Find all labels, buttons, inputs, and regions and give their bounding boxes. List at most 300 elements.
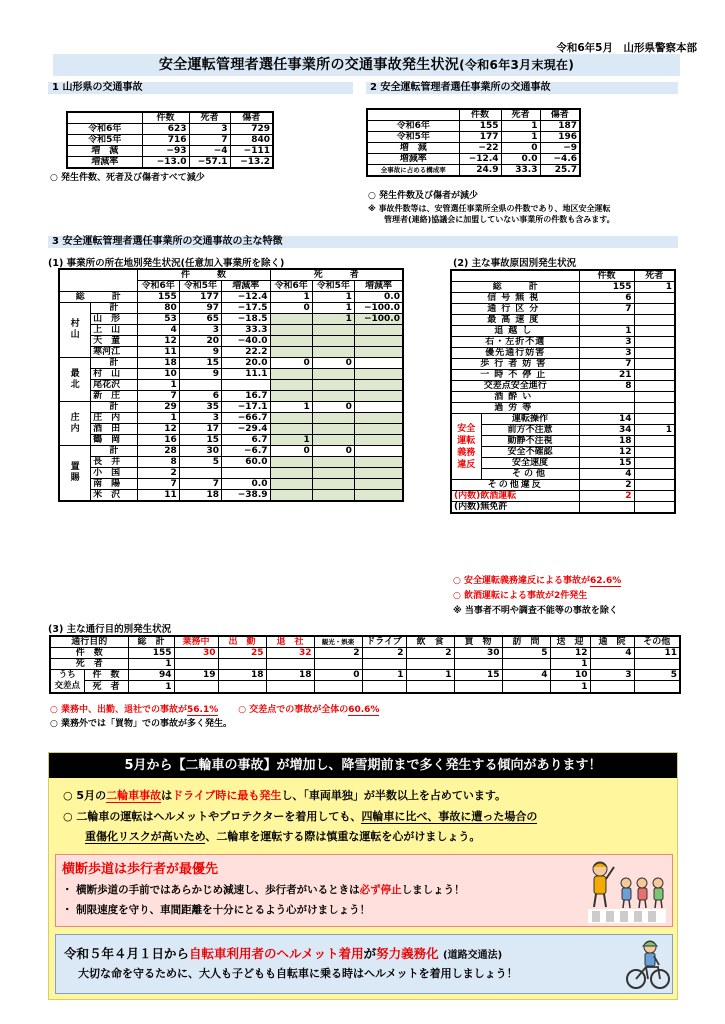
column-header: 令和5年 [179,281,221,292]
cause-label: 一時不停止 [451,370,579,381]
l1c: は [161,789,173,802]
city-label: 上 山 [91,325,137,336]
column-header: 傷者 [540,109,580,121]
table-cell: 7 [579,304,634,315]
table-cell [634,370,675,381]
cause-note1-pct: 62.6% [590,576,622,586]
table-cell [634,469,675,480]
table-row [367,143,580,154]
city-label: 新 庄 [91,391,137,402]
table-cell: 35 [179,402,221,413]
table-cell: −6.7 [221,446,270,457]
table-cell: 4 [137,325,179,336]
header-row [451,270,675,282]
column-header: 増減率 [354,281,403,292]
blue-d: 努力義務化 [376,946,439,961]
table-cell: 155 [137,292,179,303]
purpose-note2: ○ 業務外では「買物」での事故が多く発生。 [50,719,232,729]
corner-cell [367,109,459,121]
table-cell: 1 [362,670,406,681]
table-cell [312,347,354,358]
row-label: 令和5年 [367,132,459,143]
l1b: 二輪車事故 [106,789,162,802]
table-cell [634,315,675,326]
table-cell: 7 [179,479,221,490]
region-row [59,325,403,336]
city-label: 計 [91,446,137,457]
table-cell: 30 [179,446,221,457]
row-label: 件 数 [84,670,128,681]
city-label: 鶴 岡 [91,435,137,446]
cause-label: (内数)無免許 [451,502,579,514]
table-cell [270,490,312,502]
table-cell: −38.9 [221,490,270,502]
table-cell [312,468,354,479]
table-cell: 94 [128,670,174,681]
table-row [367,121,580,132]
table-cell: −66.7 [221,413,270,424]
table-cell: 196 [540,132,580,143]
table-cell: 7 [579,359,634,370]
column-header: 送 迎 [550,636,590,648]
region-row [59,336,403,347]
region-row [59,413,403,424]
table-cell: 0 [270,446,312,457]
table-cell: 155 [579,282,634,293]
table-cell: −111 [230,146,273,157]
city-label: 酒 田 [91,424,137,435]
row-label: 増 減 [67,146,142,157]
banner-line-3 [85,830,480,844]
table-row [367,154,580,165]
table-cell: 3 [579,348,634,359]
table-cell: 11.1 [221,369,270,380]
table-cell: −13.0 [142,157,189,169]
table-cell: 177 [179,292,221,303]
region-row [59,380,403,391]
table-cell [312,490,354,502]
table-cell [266,681,314,693]
table-cell: 10 [137,369,179,380]
region-row [59,391,403,402]
cause-label: 最高速度 [451,315,579,326]
column-header: 総 計 [128,636,174,648]
table-cell [634,436,675,447]
row-label: 件 数 [50,648,128,659]
table-cell [218,659,266,670]
table-cell: 29 [137,402,179,413]
table-cell [579,502,634,514]
table-cell: 18 [137,358,179,369]
city-label: 南 陽 [91,479,137,490]
table-cell: 4 [590,648,634,659]
l3a: 重傷化リスクが高いため [85,830,206,843]
table-row [67,157,273,169]
table-cell: 6 [579,293,634,304]
pedestrian-illustration [584,859,670,925]
title-date: (令和6年3月末現在) [459,58,575,72]
row-label: 全事故に占める構成率 [367,165,459,177]
table-cell: 1 [128,681,174,693]
region-row [59,424,403,435]
table-cell: −18.5 [221,314,270,325]
table-cell: 34 [579,425,634,436]
table-cell: 6 [179,391,221,402]
cause-label: 歩行者妨害 [451,359,579,370]
cause-label: 信号無視 [451,293,579,304]
total-row [59,292,403,303]
table-cell: 1 [501,121,540,132]
table-cell [354,457,403,468]
table-row [451,458,675,469]
purpose-note1-pct: 56.1% [187,705,219,715]
total-row [451,282,675,293]
l2b: 四輪車に比べ、事故に遭った場合の [361,810,538,823]
designated-accident-table [366,108,581,177]
region-row [59,358,403,369]
row-label: 令和5年 [67,135,142,146]
safety-violation-label: 安全 運転 義務 違反 [451,414,481,480]
table-cell: 53 [137,314,179,325]
safety-banner [48,752,678,1000]
table-cell: 8 [137,457,179,468]
table-cell [312,435,354,446]
table-cell [312,457,354,468]
table-cell: 21 [579,370,634,381]
blue-e: (道路交通法) [443,950,503,961]
section1-note: ○ 発生件数、死者及び傷者すべて減少 [50,173,205,183]
table-cell: 1 [270,402,312,413]
region-label: 最 北 [59,358,91,402]
l3b: 、二輪車を運転する際は慎重な運転を心がけましょう。 [205,830,481,843]
column-header: 通 院 [590,636,634,648]
table-row [67,146,273,157]
table-cell [270,457,312,468]
table-cell: 9 [179,369,221,380]
table-cell [634,326,675,337]
l1e: し、「車両単独」が半数以上を占めています。 [281,789,507,802]
column-header: 出 勤 [218,636,266,648]
table-cell: 18 [266,670,314,681]
column-header: 傷者 [230,112,273,124]
table-cell: 1 [137,380,179,391]
table-cell: 15 [179,358,221,369]
purpose-table [49,635,681,694]
table-cell [354,336,403,347]
table-cell [270,479,312,490]
table-cell [634,458,675,469]
table-cell: 729 [230,124,273,135]
sub-cause-label: 前方不注意 [481,425,579,436]
blue-b: 自転車利用者のヘルメット着用 [189,946,364,961]
table-cell: 30 [174,648,218,659]
table-cell [174,681,218,693]
table-cell: 623 [142,124,189,135]
table-cell: 15 [179,435,221,446]
table-cell [354,380,403,391]
column-header: 増減率 [221,281,270,292]
table-cell: 16.7 [221,391,270,402]
sub-cause-label: 運転操作 [481,414,579,425]
table-cell: −12.4 [459,154,501,165]
table-row [451,326,675,337]
cause-note1 [453,576,621,587]
region-label: 庄 内 [59,402,91,446]
city-label: 天 童 [91,336,137,347]
column-header: 件数 [459,109,501,121]
section2-heading: 2 安全運転管理者選任事業所の交通事故 [366,82,678,94]
table-cell [270,325,312,336]
table-row [451,491,675,502]
table-row [451,480,675,491]
table-row [451,403,675,414]
region-row [59,490,403,502]
table-cell: 177 [459,132,501,143]
column-header: 買 物 [454,636,502,648]
table-row [451,414,675,425]
table-cell [634,491,675,502]
table-cell [312,424,354,435]
table-row [50,681,680,693]
table-cell: 4 [502,670,550,681]
table-cell: 22.2 [221,347,270,358]
yamagata-accident-table [66,111,274,169]
table-cell: 6.7 [221,435,270,446]
table-cell: 2 [362,648,406,659]
table-cell: 1 [312,303,354,314]
table-cell: 20 [179,336,221,347]
table-row [50,659,680,670]
table-cell: 11 [137,490,179,502]
intersection-label: うち 交差点 [50,670,84,694]
table-cell: 3 [179,413,221,424]
table-cell: 3 [590,670,634,681]
section2-note1: ○ 発生件数及び傷者が減少 [368,191,478,201]
table-cell: 3 [179,325,221,336]
section1-heading: 1 山形県の交通事故 [48,82,353,94]
table-cell: 11 [137,347,179,358]
purpose-note1 [50,705,379,716]
crosswalk-box [55,854,673,927]
table-cell: 4 [579,469,634,480]
table-cell [362,681,406,693]
purpose-note1-cross: ○ 交差点での事故が全体の [238,705,349,715]
city-label: 庄 内 [91,413,137,424]
table-cell [362,659,406,670]
city-label: 村 山 [91,369,137,380]
table-cell [179,380,221,391]
city-label: 米 沢 [91,490,137,502]
table-cell: 3 [579,337,634,348]
table-row [451,502,675,514]
region-row [59,468,403,479]
table-cell: −22 [459,143,501,154]
p1b: 必ず停止 [359,884,402,896]
table-cell: 9 [179,347,221,358]
city-label: 計 [91,303,137,314]
table-cell: 1 [137,413,179,424]
cause-label: 優先通行妨害 [451,348,579,359]
table-cell: 1 [550,659,590,670]
region-row [59,347,403,358]
table-cell: 1 [312,314,354,325]
blue-c: が [363,946,377,961]
city-label: 計 [91,402,137,413]
p1a: ・ 横断歩道の手前ではあらかじめ減速し、歩行者がいるときは [62,884,360,896]
table-cell: 11 [634,648,680,659]
cause-note1-text: ○ 安全運転義務違反による事故が [453,576,590,586]
table-cell [312,413,354,424]
table-row [50,670,680,681]
sub-cause-label: その他 [481,469,579,480]
table-cell: 5 [502,648,550,659]
table-cell: 20.0 [221,358,270,369]
table-cell [354,413,403,424]
region-row [59,369,403,380]
cause-note2: ○ 飲酒運転による事故が2件発生 [453,591,588,601]
table-cell [354,325,403,336]
region-row [59,435,403,446]
table-cell [221,468,270,479]
table-cell: 155 [128,648,174,659]
table-cell [634,381,675,392]
table-cell: 1 [270,292,312,303]
table-row [451,304,675,315]
table-cell [634,659,680,670]
table-cell: 840 [230,135,273,146]
table-cell: 716 [142,135,189,146]
corner-cell [67,112,142,124]
section2-note2: ※ 事故件数等は、安管選任事業所全県の件数であり、地区安全運転 [368,204,611,213]
table-cell [406,681,454,693]
table-cell: 0.0 [501,154,540,165]
table-cell [634,502,675,514]
table-cell [354,479,403,490]
table-cell: 2 [314,648,362,659]
sub-cause-label: 動静不注視 [481,436,579,447]
crosswalk-heading: 横断歩道は歩行者が最優先 [62,862,219,877]
table-cell: 28 [137,446,179,457]
table-cell: 17 [179,424,221,435]
cause-label: 過労等 [451,403,579,414]
table-cell [502,659,550,670]
region-label: 村 山 [59,303,91,358]
table-row [451,337,675,348]
table-cell [314,681,362,693]
table-cell: −13.2 [230,157,273,169]
cause-table-title: (2) 主な事故原因別発生状況 [453,258,577,269]
table-cell: −4 [189,146,230,157]
table-row [367,165,580,177]
table-cell: 80 [137,303,179,314]
column-header: 飲 食 [406,636,454,648]
city-label: 長 井 [91,457,137,468]
table-cell: 25 [218,648,266,659]
table-cell [354,391,403,402]
table-cell [179,468,221,479]
cause-label: 追越し [451,326,579,337]
table-cell [270,413,312,424]
city-label: 寒河江 [91,347,137,358]
table-cell: 32 [266,648,314,659]
table-cell [590,681,634,693]
table-cell: 187 [540,121,580,132]
helmet-line: 大切な命を守るために、大人も子どもも自転車に乗る時はヘルメットを着用しましょう！ [78,967,518,980]
table-cell: −57.1 [189,157,230,169]
column-header: ドライブ [362,636,406,648]
table-row [451,315,675,326]
table-cell: 1 [128,659,174,670]
header-row [50,636,680,648]
banner-line-2 [63,810,537,824]
table-cell [354,435,403,446]
table-row [451,293,675,304]
table-cell: 5 [179,457,221,468]
table-cell [590,659,634,670]
table-cell: 3 [189,124,230,135]
sub-cause-label: 安全速度 [481,458,579,469]
table-cell: 1 [406,670,454,681]
column-header: 死者 [501,109,540,121]
table-cell [634,392,675,403]
table-cell [270,391,312,402]
table-cell: 1 [634,282,675,293]
table-cell: 0 [314,670,362,681]
table-row [451,370,675,381]
table-cell [270,380,312,391]
table-cell: 2 [406,648,454,659]
helmet-box [55,934,673,994]
column-header: 令和6年 [137,281,179,292]
cause-label: 交差点安全進行 [451,381,579,392]
row-label: 増減率 [67,157,142,169]
table-cell: 18 [179,490,221,502]
table-cell [312,380,354,391]
city-label: 山 形 [91,314,137,325]
crosswalk-line-1 [62,882,465,897]
table-cell [354,347,403,358]
table-cell: 7 [189,135,230,146]
page-title [53,54,680,76]
table-cell [454,659,502,670]
header-row [67,112,273,124]
table-cell [634,447,675,458]
sub-cause-label: 安全不確認 [481,447,579,458]
table-cell [406,659,454,670]
table-cell [266,659,314,670]
table-cell [312,391,354,402]
column-header: 通行目的 [50,636,128,648]
table-row [451,469,675,480]
table-cell: 1 [634,425,675,436]
table-cell [634,348,675,359]
column-header: 死者 [634,270,675,282]
region-row [59,303,403,314]
table-row [451,348,675,359]
column-header: 訪 問 [502,636,550,648]
table-row [451,359,675,370]
table-cell: 1 [501,132,540,143]
row-label: 令和6年 [367,121,459,132]
table-row [451,447,675,458]
table-cell: 0 [312,358,354,369]
column-header: 退 社 [266,636,314,648]
table-cell [354,424,403,435]
table-cell [579,315,634,326]
region-label: 置 賜 [59,446,91,502]
table-cell [454,681,502,693]
title-main: 安全運転管理者選任事業所の交通事故発生状況 [158,57,460,73]
